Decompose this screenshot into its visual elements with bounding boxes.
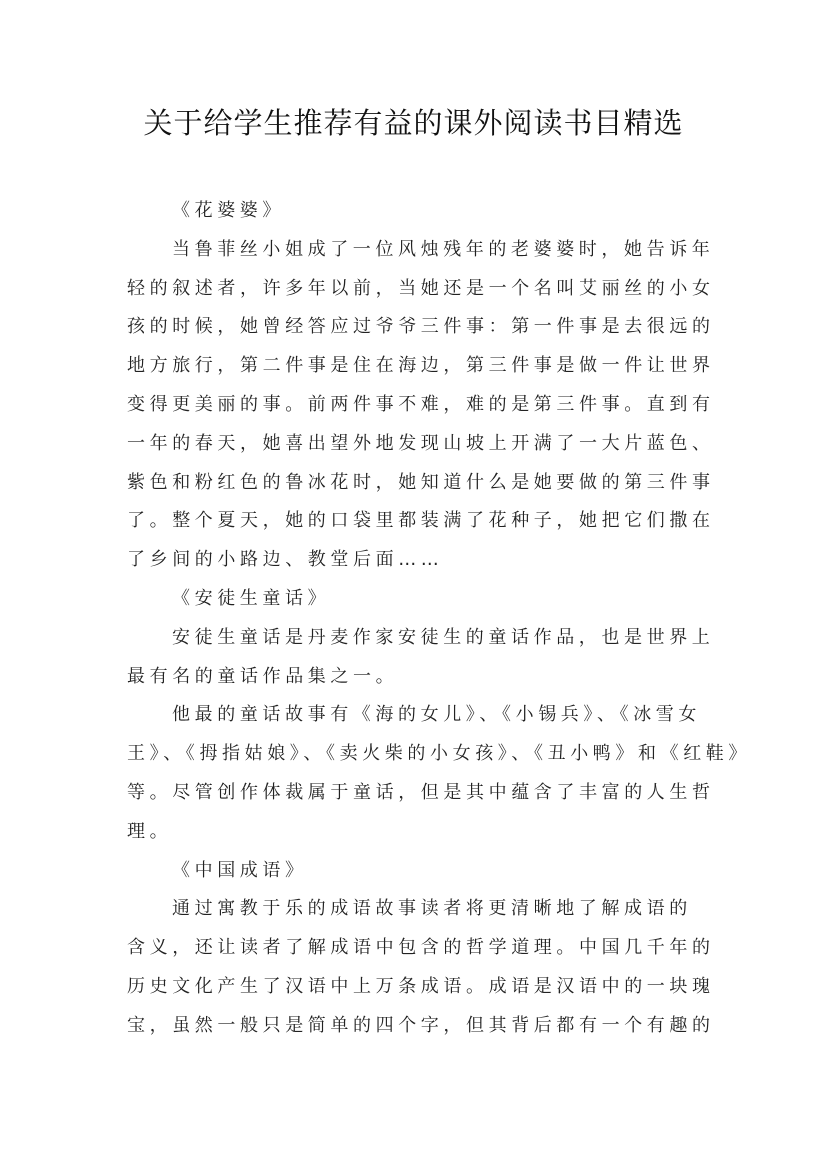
text-line: 紫色和粉红色的鲁冰花时，她知道什么是她要做的第三件事 xyxy=(127,471,715,493)
text-line: 王》、《拇指姑娘》、《卖火柴的小女孩》、《丑小鸭》和《红鞋》 xyxy=(127,743,751,765)
text-line: 变得更美丽的事。前两件事不难，难的是第三件事。直到有 xyxy=(127,393,715,415)
section-heading-chinese-idioms xyxy=(127,852,703,891)
text-line: 他最的童话故事有《海的女儿》、《小锡兵》、《冰雪女 xyxy=(172,704,701,726)
document-body xyxy=(127,192,751,1046)
text-line: 历史文化产生了汉语中上万条成语。成语是汉语中的一块瑰 xyxy=(127,975,715,997)
text-line: 含义，还让读者了解成语中包含的哲学道理。中国几千年的 xyxy=(127,937,715,959)
text-line: 宝，虽然一般只是简单的四个字，但其背后都有一个有趣的 xyxy=(127,1014,715,1036)
paragraph xyxy=(127,231,715,580)
document-title: 关于给学生推荐有益的课外阅读书目精选 xyxy=(143,106,684,140)
text-line: 等。尽管创作体裁属于童话，但是其中蕴含了丰富的人生哲 xyxy=(127,781,715,803)
text-line: 一年的春天，她喜出望外地发现山坡上开满了一大片蓝色、 xyxy=(127,432,715,454)
text-line: 孩的时候，她曾经答应过爷爷三件事：第一件事是去很远的 xyxy=(127,316,715,338)
text-line: 安徒生童话是丹麦作家安徒生的童话作品，也是世界上 xyxy=(172,626,715,648)
section-heading-andersen xyxy=(127,580,703,619)
paragraph xyxy=(127,696,751,851)
section-heading: 《花婆婆》 xyxy=(172,200,285,221)
text-line: 地方旅行，第二件事是住在海边，第三件事是做一件让世界 xyxy=(127,355,715,377)
paragraph xyxy=(127,619,715,697)
section-heading: 《安徒生童话》 xyxy=(172,587,331,609)
text-line: 当鲁菲丝小姐成了一位风烛残年的老婆婆时，她告诉年 xyxy=(172,238,715,260)
text-line: 了乡间的小路边、教堂后面…… xyxy=(127,549,444,571)
text-line: 轻的叙述者，许多年以前，当她还是一个名叫艾丽丝的小女 xyxy=(127,277,715,299)
paragraph xyxy=(127,890,715,1045)
text-line: 理。 xyxy=(127,820,173,842)
section-heading-flower-grandma xyxy=(127,192,703,231)
section-heading: 《中国成语》 xyxy=(172,859,308,881)
text-line: 了。整个夏天，她的口袋里都装满了花种子，她把它们撒在 xyxy=(127,510,715,532)
text-line: 通过寓教于乐的成语故事读者将更清晰地了解成语的 xyxy=(172,898,692,920)
text-line: 最有名的童话作品集之一。 xyxy=(127,665,399,687)
